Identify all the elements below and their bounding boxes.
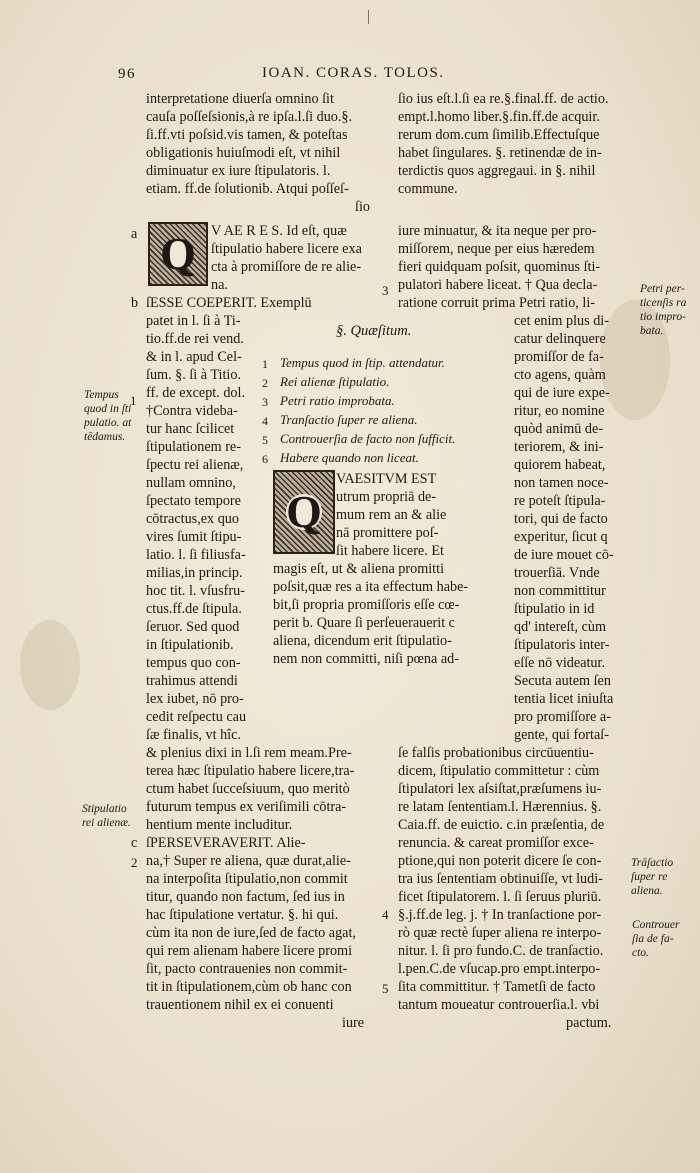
summary-item: Rei alienæ ſtipulatio. (280, 374, 390, 389)
margin-number-4: 4 (382, 907, 389, 922)
text-line: tori, qui de facto (514, 511, 608, 527)
text-line: iure minuatur, & ita neque per pro- (398, 223, 597, 239)
text-line: ſeruor. Sed quod (146, 619, 240, 635)
text-line: ſtipulatoris inter- (514, 637, 610, 653)
text-line: dicem, ſtipulatio committetur : cùm (398, 763, 600, 779)
text-line: ctus.ff.de ſtipula. (146, 601, 242, 617)
margin-note-line: Petri per- (640, 283, 685, 295)
text-line: ſtipulatori lex aſsiſtat,præſumens iu- (398, 781, 602, 797)
text-line: nullam omnino, (146, 475, 236, 491)
text-line: pulatori habere liceat. † Qua decla- (398, 277, 598, 293)
margin-note-line: cto. (632, 947, 649, 959)
initial-letter: Q (160, 228, 196, 279)
text-line: milias,in princip. (146, 565, 243, 581)
text-line: trauentionem nihil ex ei conuenti (146, 997, 334, 1013)
text-line: na. (211, 277, 228, 293)
summary-title: §. Quæſitum. (336, 323, 412, 339)
margin-number-1: 1 (130, 393, 137, 408)
text-line: ſtipulatio in id (514, 601, 595, 617)
text-line: na interpoſita ſtipulatio,non commit (146, 871, 348, 887)
note-marker-a: a (131, 226, 138, 242)
text-line: V AE R E S. Id eſt, quæ (211, 223, 347, 239)
margin-note-line: Trāſactio (631, 857, 674, 869)
text-line: qui de iure expe- (514, 385, 610, 401)
text-line: patet in l. ſi à Ti- (146, 313, 241, 329)
text-line: VAESITVM EST (336, 471, 437, 487)
text-line: hentium mente includitur. (146, 817, 293, 833)
text-line: nitur. l. ſi pro fundo.C. de tranſactio. (398, 943, 604, 959)
text-line: mum rem an & alie (336, 507, 447, 523)
text-line: trahimus attendi (146, 673, 238, 689)
decorated-initial (148, 222, 208, 286)
text-line: ptione,qui non poterit dicere ſe con- (398, 853, 602, 869)
text-line: ratione corruit prima Petri ratio, li- (398, 295, 595, 311)
text-line: ſita committitur. † Tametſi de facto (398, 979, 596, 995)
text-line: cōtractus,ex quo (146, 511, 239, 527)
text-line: ſi.ff.vti poſsid.vis tamen, & poteſtas (146, 127, 348, 143)
margin-note-line: pulatio. at (84, 417, 132, 429)
margin-note-line: rei alienæ. (82, 817, 131, 829)
text-line: cet enim plus di- (514, 313, 609, 329)
summary-number: 6 (262, 452, 268, 466)
text-line: quiorem habeat, (514, 457, 606, 473)
margin-note-line: ticenſis ra (640, 297, 687, 309)
text-line: gente, qui fortaſ- (514, 727, 609, 743)
catchword: ſio (355, 199, 370, 215)
text-line: pactum. (566, 1015, 612, 1031)
text-line: nā promittere poſ- (336, 525, 439, 541)
text-line: re latam ſententiam.l. Hærennius. §. (398, 799, 602, 815)
text-line: rò quæ rectè ſuper aliena re interpo- (398, 925, 602, 941)
margin-note-line: aliena. (631, 885, 663, 897)
text-line: ctum habet ſucceſsiuum, quo meritò (146, 781, 350, 797)
margin-note-line: tio impro- (640, 311, 686, 323)
summary-item: Petri ratio improbata. (280, 393, 395, 408)
text-line: ſit, pacto contrauenies non commit- (146, 961, 348, 977)
margin-note-line: bata. (640, 325, 664, 337)
text-line: eſſe nō videatur. (514, 655, 606, 671)
text-line: empt.l.homo liber.§.fin.ff.de acquir. (398, 109, 600, 125)
text-line: interpretatione diuerſa omnino ſit (146, 91, 334, 107)
summary-item: Controuerſia de facto non ſufficit. (280, 431, 456, 446)
text-line: ſio ius eſt.l.ſi ea re.§.final.ff. de actio. (398, 91, 609, 107)
text-line: l.pen.C.de vſucap.pro empt.interpo- (398, 961, 601, 977)
text-line: ſPERSEVERAVERIT. Alie- (146, 835, 306, 851)
text-line: teriorem, & ini- (514, 439, 604, 455)
text-line: tantum moueatur controuerſia.l. vbi (398, 997, 600, 1013)
text-line: experitur, ſicut q (514, 529, 608, 545)
text-line: fieri quidquam poſsit, quominus ſti- (398, 259, 601, 275)
text-line: ſpectato tempore (146, 493, 241, 509)
text-line: trouerſiā. Vnde (514, 565, 600, 581)
text-line: tio.ff.de rei vend. (146, 331, 244, 347)
margin-number-3: 3 (382, 283, 389, 298)
summary-number: 5 (262, 433, 268, 447)
margin-note-stipulatio (82, 802, 131, 830)
text-line: futurum tempus ex veriſimili cōtra- (146, 799, 347, 815)
text-line: perit b. Quare ſi perſeuerauerit c (273, 615, 455, 631)
margin-note-petri (640, 282, 686, 338)
text-line: in ſtipulationib. (146, 637, 234, 653)
margin-note-transactio (631, 856, 673, 898)
text-line: ficet ſtipulatorem. l. ſi ſeruus pluriū. (398, 889, 602, 905)
text-line: ſtipulatio habere licere exa (211, 241, 362, 257)
text-line: rerum dom.cum ſimilib.Effectuſque (398, 127, 600, 143)
summary-item: Habere quando non liceat. (280, 450, 419, 465)
margin-note-line: Controuer (632, 919, 680, 931)
margin-number-5: 5 (382, 981, 389, 996)
text-line: nem non committi, niſi pœna ad- (273, 651, 459, 667)
text-line: ſit habere licere. Et (336, 543, 444, 559)
text-line: & plenius dixi in l.ſi rem meam.Pre- (146, 745, 352, 761)
text-line: cùm ita non de iure,ſed de facto agat, (146, 925, 356, 941)
decorated-initial (273, 470, 335, 554)
text-line: obligationis huiuſmodi eſt, vt nihil (146, 145, 341, 161)
summary-item: Tempus quod in ſtip. attendatur. (280, 355, 445, 370)
text-line: etiam. ff.de ſolutionib. Atqui poſſeſ- (146, 181, 349, 197)
text-line: tempus quo con- (146, 655, 241, 671)
text-line: cta à promiſſore de re alie- (211, 259, 362, 275)
text-line: catur delinquere (514, 331, 606, 347)
page-number: 96 (118, 66, 136, 82)
text-line: quòd animū de- (514, 421, 604, 437)
note-marker-b: b (131, 295, 139, 311)
text-line: qd' intereſt, cùm (514, 619, 606, 635)
text-line: ff. de except. dol. (146, 385, 246, 401)
margin-note-line: quod in ſti (84, 403, 132, 415)
text-line: bit,ſi propria promiſſoris eſſe cœ- (273, 597, 460, 613)
text-line: tit in ſtipulationem,cùm ob hanc con (146, 979, 352, 995)
text-line: commune. (398, 181, 458, 197)
text-line: renuncia. & careat promiſſor exce- (398, 835, 594, 851)
margin-note-controuersia (632, 918, 680, 960)
text-line: qui rem alienam habere licere promi (146, 943, 353, 959)
margin-note-line: Tempus (84, 389, 119, 401)
summary-item: Tranſactio ſuper re aliena. (280, 412, 418, 427)
summary-number: 2 (262, 376, 268, 390)
margin-note-line: tēdamus. (84, 431, 126, 443)
text-line: Secuta autem ſen (514, 673, 611, 689)
text-line: habet ſingulares. §. retinendæ de in- (398, 145, 602, 161)
summary-number: 3 (262, 395, 268, 409)
text-line: na,† Super re aliena, quæ durat,alie- (146, 853, 351, 869)
text-line: cto agens, quàm (514, 367, 606, 383)
running-title: IOAN. CORAS. TOLOS. (262, 65, 445, 81)
text-line: aliena, dicendum erit ſtipulatio- (273, 633, 452, 649)
text-line: de iure mouet cō- (514, 547, 614, 563)
text-line: latio. l. ſi filiusfa- (146, 547, 246, 563)
text-line: poſsit,quæ res a ita effectum habe- (273, 579, 469, 595)
text-line: non committitur (514, 583, 606, 599)
text-line: re poteſt ſtipula- (514, 493, 606, 509)
catchword: iure (342, 1015, 365, 1031)
margin-number-2: 2 (131, 855, 138, 870)
text-line: ſtipulationem re- (146, 439, 241, 455)
text-line: non tamen noce- (514, 475, 609, 491)
text-line: diminuatur ex iure ſtipulatoris. l. (146, 163, 331, 179)
text-line: cauſa poſſeſsionis,à re ipſa.l.ſi duo.§. (146, 109, 353, 125)
text-line: terea hæc ſtipulatio habere licere,tra- (146, 763, 355, 779)
margin-note-tempus (84, 388, 131, 444)
text-line: ſæ finalis, vt hîc. (146, 727, 241, 743)
text-line: ritur, eo nomine (514, 403, 605, 419)
margin-note-line: ſuper re (631, 871, 668, 883)
text-line: tur hanc ſcilicet (146, 421, 235, 437)
text-line: lex iubet, nō pro- (146, 691, 244, 707)
text-line: ſESSE COEPERIT. Exemplū (146, 295, 312, 311)
text-line: tentia licet iniuſta (514, 691, 614, 707)
summary-number: 4 (262, 414, 268, 428)
summary-number: 1 (262, 357, 268, 371)
text-line: promiſſor de fa- (514, 349, 604, 365)
margin-note-line: Stipulatio (82, 803, 127, 815)
text-line: tra ius ſententiam obtinuiſſe, vt ludi- (398, 871, 603, 887)
text-line: hoc tit. l. vſusfru- (146, 583, 245, 599)
text-line: vires ſumit ſtipu- (146, 529, 242, 545)
note-marker-c: c (131, 835, 138, 851)
text-line: miſſorem, neque per eius hæredem (398, 241, 595, 257)
text-line: pro promiſſore a- (514, 709, 611, 725)
text-line: titur, quando non factum, ſed ius in (146, 889, 345, 905)
text-line: ſe falſis probationibus circūuentiu- (398, 745, 594, 761)
text-line: utrum propriā de- (336, 489, 437, 505)
initial-letter: Q (286, 486, 322, 537)
text-line: Caia.ff. de euictio. c.in præſentia, de (398, 817, 605, 833)
text-line: §.j.ff.de leg. j. † In tranſactione por- (398, 907, 602, 923)
text-line: magis eſt, ut & aliena promitti (273, 561, 445, 577)
fold-mark (368, 10, 369, 24)
paper-stain (20, 620, 80, 710)
text-line: ſpectu rei alienæ, (146, 457, 244, 473)
text-line: ſum. §. ſi à Titio. (146, 367, 242, 383)
text-line: †Contra videba- (146, 403, 238, 419)
text-line: cedit reſpectu cau (146, 709, 247, 725)
text-line: terdictis quos aggregaui. in §. nihil (398, 163, 596, 179)
margin-note-line: ſia de fa- (632, 933, 674, 945)
text-line: & in l. apud Cel- (146, 349, 242, 365)
text-line: hac ſtipulatione vertatur. §. hi qui. (146, 907, 339, 923)
